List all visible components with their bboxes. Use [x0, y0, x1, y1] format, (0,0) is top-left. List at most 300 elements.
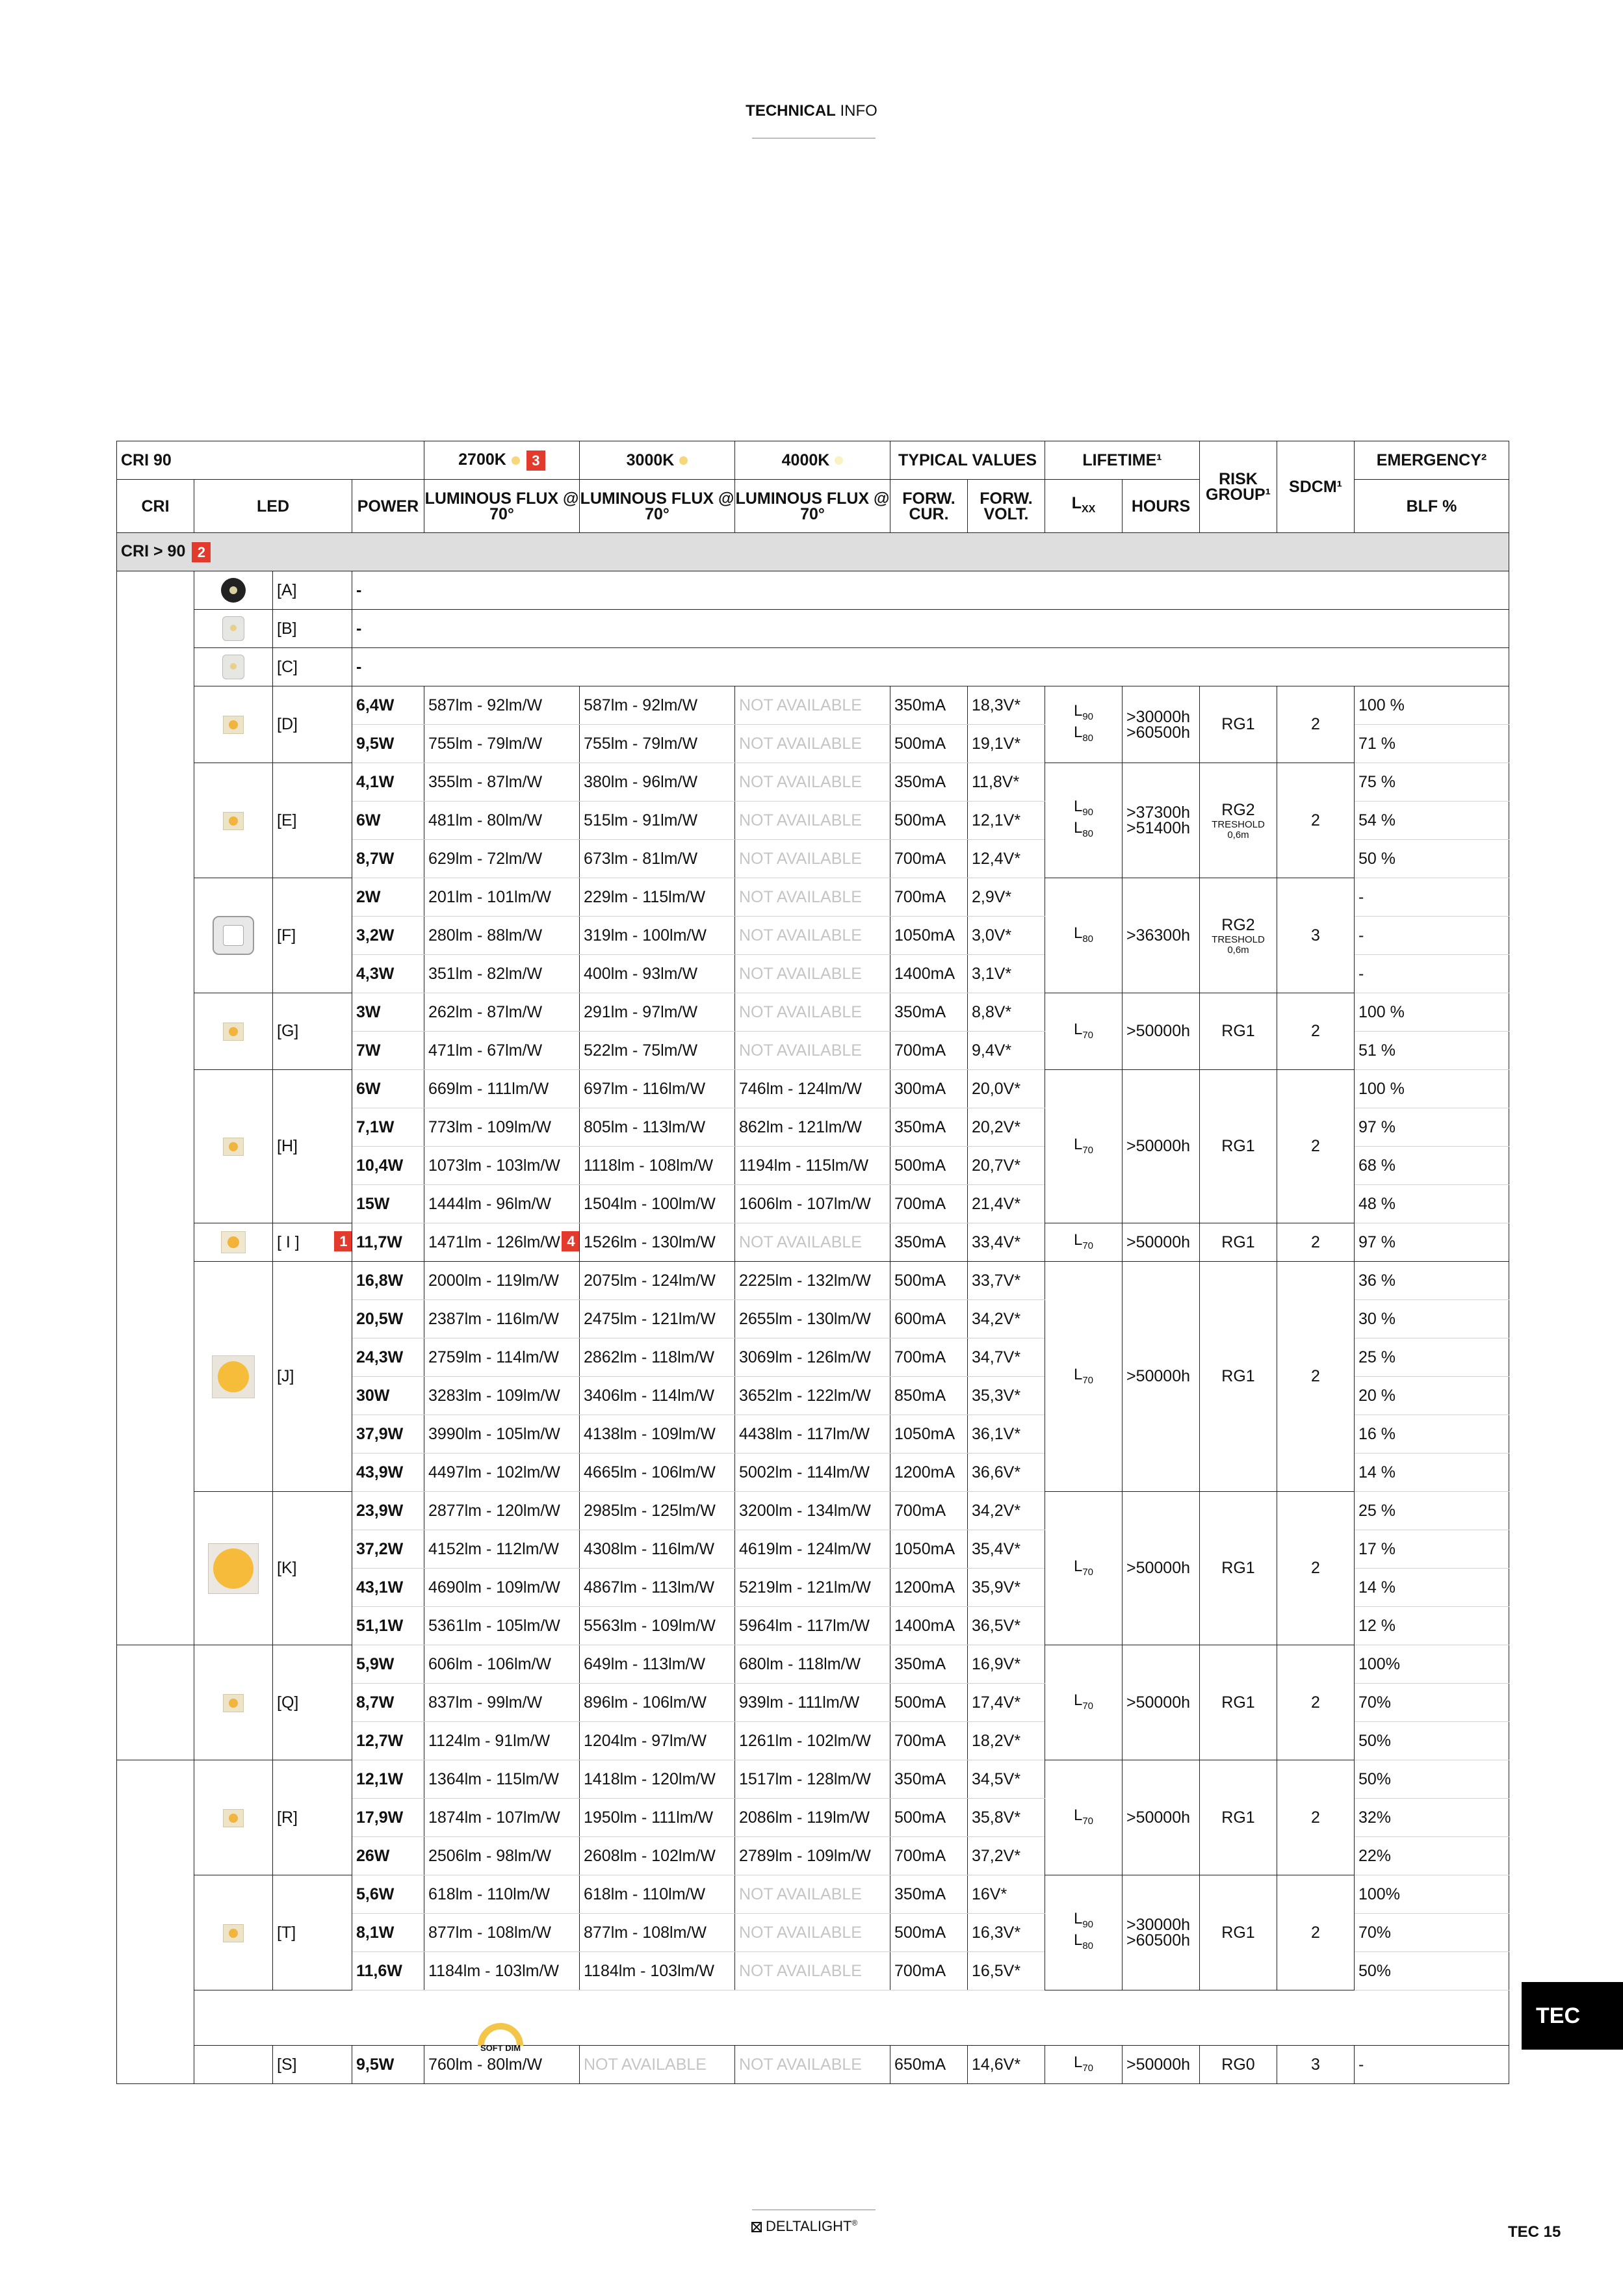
- led-image-i: [194, 1223, 273, 1262]
- blf-value: 97 %: [1355, 1108, 1509, 1147]
- flux-3000: 587lm - 92lm/W: [580, 686, 735, 725]
- power-value: 43,9W: [352, 1454, 424, 1492]
- soft-dim-icon: [474, 2018, 526, 2054]
- forward-voltage: 36,5V*: [968, 1607, 1045, 1645]
- led-image-b: [194, 610, 273, 648]
- blf-value: 30 %: [1355, 1300, 1509, 1338]
- flux-3000: 1526lm - 130lm/W: [580, 1223, 735, 1262]
- flux-2700: 1073lm - 103lm/W: [424, 1147, 580, 1185]
- flux-4000: NOT AVAILABLE: [735, 2046, 890, 2084]
- header-3000k: 3000K: [580, 441, 735, 480]
- blf-value: 17 %: [1355, 1530, 1509, 1569]
- header-lifetime: LIFETIME¹: [1045, 441, 1200, 480]
- sdcm-value: 2: [1277, 763, 1355, 878]
- table-row: [117, 686, 1509, 725]
- flux-4000: NOT AVAILABLE: [735, 878, 890, 917]
- sdcm-value: 2: [1277, 1262, 1355, 1492]
- flux-2700: 351lm - 82lm/W: [424, 955, 580, 993]
- risk-group-value: RG2 TRESHOLD 0,6m: [1200, 878, 1277, 993]
- power-value: 20,5W: [352, 1300, 424, 1338]
- power-value: 6W: [352, 1070, 424, 1108]
- hours-value: >37300h >51400h: [1123, 763, 1200, 878]
- chip-led-icon: [223, 1694, 244, 1712]
- flux-4000: 1194lm - 115lm/W: [735, 1147, 890, 1185]
- blf-value: 97 %: [1355, 1223, 1509, 1262]
- led-image-c: [194, 648, 273, 686]
- flux-2700: 773lm - 109lm/W: [424, 1108, 580, 1147]
- lxx-value: $L_{90}$ $L_{80}$: [1045, 763, 1123, 878]
- flux-4000: NOT AVAILABLE: [735, 840, 890, 878]
- power-value: 51,1W: [352, 1607, 424, 1645]
- sdcm-value: 3: [1277, 2046, 1355, 2084]
- led-image-f: [194, 878, 273, 993]
- power-value: 3W: [352, 993, 424, 1032]
- chip-led-icon: [223, 1809, 244, 1827]
- flux-4000: 680lm - 118lm/W: [735, 1645, 890, 1684]
- flux-3000: 697lm - 116lm/W: [580, 1070, 735, 1108]
- footer-logo: DELTALIGHT®: [751, 2218, 857, 2235]
- blf-value: 25 %: [1355, 1492, 1509, 1530]
- header-2700k: 2700K 3: [424, 441, 580, 480]
- led-code: [H]: [273, 1070, 352, 1223]
- blf-value: 14 %: [1355, 1454, 1509, 1492]
- flux-3000: 649lm - 113lm/W: [580, 1645, 735, 1684]
- flux-4000: NOT AVAILABLE: [735, 686, 890, 725]
- header-forward-current: FORW. CUR.: [890, 480, 968, 533]
- table-row: [117, 1262, 1509, 1300]
- flux-2700: 2506lm - 98lm/W: [424, 1837, 580, 1875]
- flux-2700: 201lm - 101lm/W: [424, 878, 580, 917]
- blf-value: 22%: [1355, 1837, 1509, 1875]
- flux-2700: 1184lm - 103lm/W: [424, 1952, 580, 1990]
- blf-value: 51 %: [1355, 1032, 1509, 1070]
- sdcm-value: 2: [1277, 993, 1355, 1070]
- flux-2700: 481lm - 80lm/W: [424, 802, 580, 840]
- table-row: [117, 1492, 1509, 1530]
- forward-current: 850mA: [890, 1377, 968, 1415]
- soft-dim-row: [117, 1990, 1509, 2046]
- flux-4000: 2225lm - 132lm/W: [735, 1262, 890, 1300]
- forward-current: 1400mA: [890, 955, 968, 993]
- cri-column-filler: [117, 571, 194, 1645]
- table-row: [117, 878, 1509, 917]
- flux-3000: 319lm - 100lm/W: [580, 917, 735, 955]
- forward-current: 650mA: [890, 2046, 968, 2084]
- header-flux-4000: LUMINOUS FLUX @ 70°: [735, 480, 890, 533]
- table-row: [117, 763, 1509, 802]
- blf-value: 100 %: [1355, 1070, 1509, 1108]
- hours-value: >50000h: [1123, 1492, 1200, 1645]
- blf-value: 50%: [1355, 1760, 1509, 1799]
- led-spec-table: [116, 441, 1509, 2084]
- flux-2700: 877lm - 108lm/W: [424, 1914, 580, 1952]
- power-value: 9,5W: [352, 2046, 424, 2084]
- flux-2700: 4690lm - 109lm/W: [424, 1569, 580, 1607]
- led-code: [S]: [273, 2046, 352, 2084]
- forward-voltage: 20,2V*: [968, 1108, 1045, 1147]
- sdcm-value: 2: [1277, 1070, 1355, 1223]
- power-value: 6W: [352, 802, 424, 840]
- forward-current: 1050mA: [890, 917, 968, 955]
- lxx-value: $L_{70}$: [1045, 2046, 1123, 2084]
- forward-current: 700mA: [890, 1722, 968, 1760]
- star-led-icon: [221, 578, 246, 603]
- blf-value: 100 %: [1355, 993, 1509, 1032]
- warm-dot-icon: [512, 456, 520, 465]
- sdcm-value: 3: [1277, 878, 1355, 993]
- blf-value: 16 %: [1355, 1415, 1509, 1454]
- led-code: [C]: [273, 648, 352, 686]
- header-row-1: [117, 441, 1509, 480]
- sdcm-value: 2: [1277, 1223, 1355, 1262]
- chip-led-icon: [223, 1924, 244, 1942]
- power-value: 17,9W: [352, 1799, 424, 1837]
- blf-value: 48 %: [1355, 1185, 1509, 1223]
- power-value: 5,6W: [352, 1875, 424, 1914]
- forward-voltage: 3,1V*: [968, 955, 1045, 993]
- cob-led-icon: [212, 1355, 255, 1398]
- flux-3000: NOT AVAILABLE: [580, 2046, 735, 2084]
- sdcm-value: 2: [1277, 1492, 1355, 1645]
- header-sdcm: SDCM¹: [1277, 441, 1355, 533]
- power-value: 3,2W: [352, 917, 424, 955]
- forward-voltage: 34,2V*: [968, 1492, 1045, 1530]
- risk-group-value: RG1: [1200, 1645, 1277, 1760]
- header-cri: CRI: [117, 480, 194, 533]
- led-image-g: [194, 993, 273, 1070]
- forward-voltage: 18,3V*: [968, 686, 1045, 725]
- led-code: [E]: [273, 763, 352, 878]
- soft-dim-label: SOFT DIM: [480, 2043, 521, 2053]
- risk-group-value: RG1: [1200, 1875, 1277, 1990]
- dome-led-icon: [222, 616, 244, 641]
- forward-current: 500mA: [890, 1262, 968, 1300]
- blf-value: 100 %: [1355, 686, 1509, 725]
- power-value: 37,2W: [352, 1530, 424, 1569]
- flux-2700: 3990lm - 105lm/W: [424, 1415, 580, 1454]
- cob-led-icon: [208, 1543, 259, 1594]
- risk-group-value: RG1: [1200, 1760, 1277, 1875]
- led-code: [T]: [273, 1875, 352, 1990]
- flux-2700: 2000lm - 119lm/W: [424, 1262, 580, 1300]
- forward-voltage: 35,3V*: [968, 1377, 1045, 1415]
- flux-3000: 896lm - 106lm/W: [580, 1684, 735, 1722]
- flux-2700: 3283lm - 109lm/W: [424, 1377, 580, 1415]
- flux-2700: 1471lm - 126lm/W 4: [424, 1223, 580, 1262]
- lxx-value: $L_{90}$ $L_{80}$: [1045, 686, 1123, 763]
- risk-group-value: RG0: [1200, 2046, 1277, 2084]
- forward-voltage: 8,8V*: [968, 993, 1045, 1032]
- flux-3000: 2475lm - 121lm/W: [580, 1300, 735, 1338]
- hours-value: >50000h: [1123, 993, 1200, 1070]
- power-value: -: [352, 648, 1509, 686]
- forward-current: 350mA: [890, 1645, 968, 1684]
- flux-4000: 2655lm - 130lm/W: [735, 1300, 890, 1338]
- flux-2700: 4152lm - 112lm/W: [424, 1530, 580, 1569]
- table-row: [117, 1875, 1509, 1914]
- flux-3000: 1184lm - 103lm/W: [580, 1952, 735, 1990]
- table-row: [117, 571, 1509, 610]
- forward-voltage: 16,9V*: [968, 1645, 1045, 1684]
- blf-value: 36 %: [1355, 1262, 1509, 1300]
- table-row: [117, 1070, 1509, 1108]
- header-emergency: EMERGENCY²: [1355, 441, 1509, 480]
- flux-2700: 618lm - 110lm/W: [424, 1875, 580, 1914]
- blf-value: 100%: [1355, 1875, 1509, 1914]
- flux-2700: 1874lm - 107lm/W: [424, 1799, 580, 1837]
- power-value: 16,8W: [352, 1262, 424, 1300]
- chip-led-icon: [223, 716, 244, 734]
- forward-current: 350mA: [890, 1875, 968, 1914]
- blf-value: 75 %: [1355, 763, 1509, 802]
- flux-2700: 1444lm - 96lm/W: [424, 1185, 580, 1223]
- led-image-k: [194, 1492, 273, 1645]
- forward-current: 700mA: [890, 878, 968, 917]
- flux-3000: 755lm - 79lm/W: [580, 725, 735, 763]
- footnote-badge-3: 3: [526, 450, 545, 471]
- chip-led-icon: [223, 1023, 244, 1041]
- blf-value: 70%: [1355, 1914, 1509, 1952]
- header-hours: HOURS: [1123, 480, 1200, 533]
- led-code: [J]: [273, 1262, 352, 1492]
- flux-3000: 3406lm - 114lm/W: [580, 1377, 735, 1415]
- forward-voltage: 12,1V*: [968, 802, 1045, 840]
- power-value: 6,4W: [352, 686, 424, 725]
- forward-current: 700mA: [890, 1185, 968, 1223]
- forward-current: 300mA: [890, 1070, 968, 1108]
- flux-3000: 4867lm - 113lm/W: [580, 1569, 735, 1607]
- forward-current: 350mA: [890, 1223, 968, 1262]
- flux-3000: 522lm - 75lm/W: [580, 1032, 735, 1070]
- power-value: 5,9W: [352, 1645, 424, 1684]
- flux-3000: 2862lm - 118lm/W: [580, 1338, 735, 1377]
- forward-current: 500mA: [890, 802, 968, 840]
- forward-voltage: 35,8V*: [968, 1799, 1045, 1837]
- forward-voltage: 35,9V*: [968, 1569, 1045, 1607]
- blf-value: -: [1355, 955, 1509, 993]
- header-forward-voltage: FORW. VOLT.: [968, 480, 1045, 533]
- forward-current: 500mA: [890, 1799, 968, 1837]
- power-value: 9,5W: [352, 725, 424, 763]
- flux-4000: 5002lm - 114lm/W: [735, 1454, 890, 1492]
- flux-4000: 3069lm - 126lm/W: [735, 1338, 890, 1377]
- cob-led-icon: [221, 1231, 246, 1253]
- power-value: 4,3W: [352, 955, 424, 993]
- flux-4000: NOT AVAILABLE: [735, 802, 890, 840]
- lxx-value: $L_{70}$: [1045, 1262, 1123, 1492]
- footnote-badge-4: 4: [562, 1231, 580, 1251]
- led-code: [D]: [273, 686, 352, 763]
- power-value: 8,1W: [352, 1914, 424, 1952]
- table-row: [117, 648, 1509, 686]
- deltalight-logo-icon: [751, 2222, 762, 2232]
- cri-band: CRI > 90 2: [117, 533, 1509, 571]
- flux-2700: 755lm - 79lm/W: [424, 725, 580, 763]
- forward-voltage: 33,4V*: [968, 1223, 1045, 1262]
- flux-2700: 5361lm - 105lm/W: [424, 1607, 580, 1645]
- header-typical-values: TYPICAL VALUES: [890, 441, 1045, 480]
- flux-2700: 2387lm - 116lm/W: [424, 1300, 580, 1338]
- flux-3000: 4308lm - 116lm/W: [580, 1530, 735, 1569]
- power-value: 2W: [352, 878, 424, 917]
- lxx-value: $L_{70}$: [1045, 1223, 1123, 1262]
- flux-2700: 280lm - 88lm/W: [424, 917, 580, 955]
- risk-group-value: RG1: [1200, 1262, 1277, 1492]
- power-value: 7,1W: [352, 1108, 424, 1147]
- forward-current: 700mA: [890, 1338, 968, 1377]
- sdcm-value: 2: [1277, 1760, 1355, 1875]
- table-row: [117, 993, 1509, 1032]
- flux-2700: 669lm - 111lm/W: [424, 1070, 580, 1108]
- warm-dot-icon: [679, 456, 688, 465]
- hours-value: >50000h: [1123, 1262, 1200, 1492]
- forward-current: 350mA: [890, 993, 968, 1032]
- sdcm-value: 2: [1277, 686, 1355, 763]
- forward-current: 500mA: [890, 1684, 968, 1722]
- flux-4000: NOT AVAILABLE: [735, 725, 890, 763]
- power-value: 37,9W: [352, 1415, 424, 1454]
- forward-current: 350mA: [890, 1760, 968, 1799]
- forward-voltage: 37,2V*: [968, 1837, 1045, 1875]
- forward-voltage: 16V*: [968, 1875, 1045, 1914]
- led-code: [A]: [273, 571, 352, 610]
- flux-4000: NOT AVAILABLE: [735, 1875, 890, 1914]
- cri-90-label: CRI 90: [117, 441, 424, 480]
- risk-group-value: RG1: [1200, 1492, 1277, 1645]
- flux-3000: 1950lm - 111lm/W: [580, 1799, 735, 1837]
- flux-2700: 2877lm - 120lm/W: [424, 1492, 580, 1530]
- flux-3000: 515lm - 91lm/W: [580, 802, 735, 840]
- flux-4000: NOT AVAILABLE: [735, 1223, 890, 1262]
- flux-4000: 1517lm - 128lm/W: [735, 1760, 890, 1799]
- header-flux-2700: LUMINOUS FLUX @ 70°: [424, 480, 580, 533]
- table-row: [117, 1760, 1509, 1799]
- flux-3000: 4665lm - 106lm/W: [580, 1454, 735, 1492]
- footnote-badge-1: 1: [334, 1231, 352, 1251]
- power-value: 15W: [352, 1185, 424, 1223]
- lxx-value: $L_{90}$ $L_{80}$: [1045, 1875, 1123, 1990]
- flux-3000: 400lm - 93lm/W: [580, 955, 735, 993]
- blf-value: 68 %: [1355, 1147, 1509, 1185]
- forward-voltage: 34,2V*: [968, 1300, 1045, 1338]
- led-code: [B]: [273, 610, 352, 648]
- blf-value: 71 %: [1355, 725, 1509, 763]
- flux-4000: 5964lm - 117lm/W: [735, 1607, 890, 1645]
- flux-3000: 805lm - 113lm/W: [580, 1108, 735, 1147]
- forward-voltage: 16,5V*: [968, 1952, 1045, 1990]
- page-number: TEC 15: [1508, 2223, 1561, 2241]
- header-flux-3000: LUMINOUS FLUX @ 70°: [580, 480, 735, 533]
- flux-4000: NOT AVAILABLE: [735, 763, 890, 802]
- hours-value: >50000h: [1123, 2046, 1200, 2084]
- flux-2700: 262lm - 87lm/W: [424, 993, 580, 1032]
- forward-current: 1200mA: [890, 1569, 968, 1607]
- forward-voltage: 34,5V*: [968, 1760, 1045, 1799]
- forward-voltage: 3,0V*: [968, 917, 1045, 955]
- led-image-a: [194, 571, 273, 610]
- forward-current: 600mA: [890, 1300, 968, 1338]
- table-row: [117, 1223, 1509, 1262]
- forward-voltage: 14,6V*: [968, 2046, 1045, 2084]
- header-4000k: 4000K: [735, 441, 890, 480]
- lxx-value: $L_{70}$: [1045, 1492, 1123, 1645]
- flux-2700: 587lm - 92lm/W: [424, 686, 580, 725]
- flux-3000: 1418lm - 120lm/W: [580, 1760, 735, 1799]
- blf-value: 14 %: [1355, 1569, 1509, 1607]
- flux-4000: NOT AVAILABLE: [735, 917, 890, 955]
- led-code: [R]: [273, 1760, 352, 1875]
- flux-4000: NOT AVAILABLE: [735, 1952, 890, 1990]
- power-value: 12,7W: [352, 1722, 424, 1760]
- risk-group-value: RG1: [1200, 686, 1277, 763]
- flux-4000: 5219lm - 121lm/W: [735, 1569, 890, 1607]
- flux-4000: NOT AVAILABLE: [735, 1032, 890, 1070]
- flux-2700: 837lm - 99lm/W: [424, 1684, 580, 1722]
- power-value: 11,6W: [352, 1952, 424, 1990]
- forward-current: 500mA: [890, 725, 968, 763]
- flux-2700: 4497lm - 102lm/W: [424, 1454, 580, 1492]
- flux-3000: 4138lm - 109lm/W: [580, 1415, 735, 1454]
- led-image-q: [194, 1645, 273, 1760]
- forward-current: 700mA: [890, 1032, 968, 1070]
- forward-current: 700mA: [890, 1952, 968, 1990]
- flux-4000: 1261lm - 102lm/W: [735, 1722, 890, 1760]
- chip-led-icon: [223, 1138, 244, 1156]
- blf-value: -: [1355, 2046, 1509, 2084]
- power-value: 12,1W: [352, 1760, 424, 1799]
- power-value: -: [352, 610, 1509, 648]
- flux-4000: 3200lm - 134lm/W: [735, 1492, 890, 1530]
- power-value: 23,9W: [352, 1492, 424, 1530]
- forward-current: 700mA: [890, 1837, 968, 1875]
- power-value: 8,7W: [352, 1684, 424, 1722]
- flux-3000: 229lm - 115lm/W: [580, 878, 735, 917]
- forward-voltage: 2,9V*: [968, 878, 1045, 917]
- forward-current: 1400mA: [890, 1607, 968, 1645]
- flux-4000: 2789lm - 109lm/W: [735, 1837, 890, 1875]
- flux-3000: 1504lm - 100lm/W: [580, 1185, 735, 1223]
- forward-voltage: 33,7V*: [968, 1262, 1045, 1300]
- section-tab[interactable]: TEC: [1522, 1982, 1623, 2050]
- flux-2700: 629lm - 72lm/W: [424, 840, 580, 878]
- hours-value: >36300h: [1123, 878, 1200, 993]
- dome-led-icon: [222, 655, 244, 679]
- flux-3000: 877lm - 108lm/W: [580, 1914, 735, 1952]
- hours-value: >50000h: [1123, 1070, 1200, 1223]
- flux-2700: 1124lm - 91lm/W: [424, 1722, 580, 1760]
- blf-value: 12 %: [1355, 1607, 1509, 1645]
- flux-4000: NOT AVAILABLE: [735, 955, 890, 993]
- hours-value: >50000h: [1123, 1223, 1200, 1262]
- crystal-led-icon: [213, 916, 254, 955]
- flux-4000: 4438lm - 117lm/W: [735, 1415, 890, 1454]
- table-row: [117, 2046, 1509, 2084]
- risk-group-value: RG1: [1200, 1070, 1277, 1223]
- chip-led-icon: [223, 812, 244, 830]
- lxx-value: $L_{70}$: [1045, 1645, 1123, 1760]
- sdcm-value: 2: [1277, 1875, 1355, 1990]
- blf-value: 50%: [1355, 1722, 1509, 1760]
- hours-value: >50000h: [1123, 1760, 1200, 1875]
- header-lxx: $L_{XX}$: [1045, 480, 1123, 533]
- hours-value: >50000h: [1123, 1645, 1200, 1760]
- forward-voltage: 12,4V*: [968, 840, 1045, 878]
- forward-voltage: 18,2V*: [968, 1722, 1045, 1760]
- header-blf: BLF %: [1355, 480, 1509, 533]
- led-image-e: [194, 763, 273, 878]
- header-led: LED: [194, 480, 352, 533]
- flux-3000: 1118lm - 108lm/W: [580, 1147, 735, 1185]
